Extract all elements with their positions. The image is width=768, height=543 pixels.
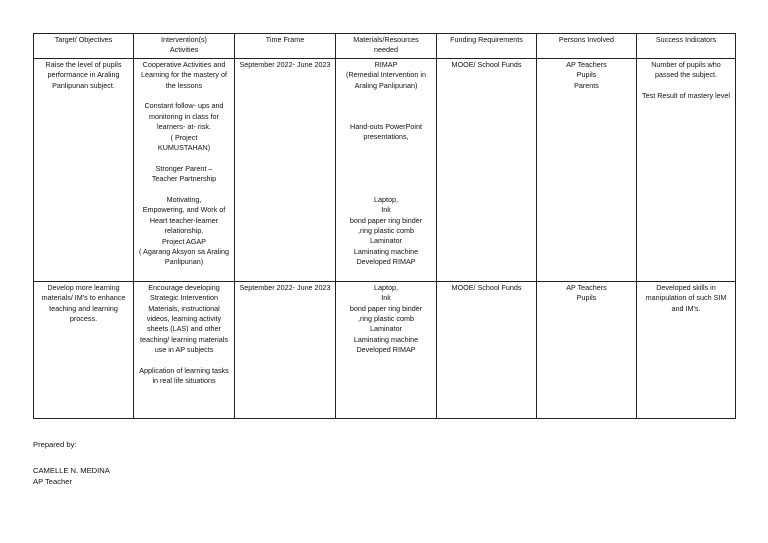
cell-interventions [134, 281, 235, 418]
table-header-row [34, 34, 736, 59]
intervention-item: Constant follow- ups and monitoring in class for learners- at- risk. ( Project KUMUSTAHAN) [144, 101, 224, 153]
material-item: Laptop, Ink bond paper ring binder ,ring plastic comb Laminator Laminating machine Developed RIMAP [349, 282, 423, 355]
cell-materials [336, 281, 437, 418]
indicator-item: Number of pupils who passed the subject. [651, 59, 721, 80]
cell-indicators [637, 58, 736, 281]
action-plan-table [33, 33, 736, 419]
intervention-item: Stronger Parent – Teacher Partnership [151, 163, 217, 184]
cell-time-frame: September 2022- June 2023 [235, 281, 336, 418]
indicator-item: Developed skills in manipulation of such SIM and IM's. [645, 282, 727, 313]
cell-time-frame: September 2022- June 2023 [235, 58, 336, 281]
intervention-item: Encourage developing Strategic Intervention Materials, instructional videos, learning activity sheets (LAS) and other teaching/ learning materials use in AP subjects [140, 282, 228, 355]
cell-persons: AP Teachers Pupils [537, 281, 637, 418]
material-item: Laptop, Ink bond paper ring binder ,ring plastic comb Laminator Laminating machine Developed RIMAP [349, 194, 423, 267]
cell-funding: MOOE/ School Funds [437, 281, 537, 418]
material-item: RIMAP (Remedial Intervention in Araling Panlipunan) [346, 59, 426, 90]
table-row [34, 281, 736, 418]
indicator-item: Test Result of mastery level [642, 91, 730, 101]
intervention-item: Cooperative Activities and Learning for the mastery of the lessons [141, 59, 227, 90]
header-funding: Funding Requirements [437, 34, 537, 59]
cell-indicators [637, 281, 736, 418]
intervention-item: Application of learning tasks in real life situations [139, 366, 229, 386]
cell-materials [336, 58, 437, 281]
header-time-frame: Time Frame [235, 34, 336, 59]
cell-target: Develop more learning materials/ IM's to enhance teaching and learning process. [34, 281, 134, 418]
prepared-by-label: Prepared by: [33, 440, 77, 449]
preparer-role: AP Teacher [33, 477, 72, 486]
header-persons: Persons Involved [537, 34, 637, 59]
cell-funding: MOOE/ School Funds [437, 58, 537, 281]
header-materials: Materials/Resources needed [336, 34, 437, 59]
cell-interventions [134, 58, 235, 281]
preparer-name: CAMELLE N. MEDINA [33, 466, 110, 475]
header-indicators: Success Indicators [637, 34, 736, 59]
header-interventions: Intervention(s) Activities [134, 34, 235, 59]
cell-persons: AP Teachers Pupils Parents [537, 58, 637, 281]
cell-target: Raise the level of pupils performance in Araling Panlipunan subject. [34, 58, 134, 281]
header-target: Target/ Objectives [34, 34, 134, 59]
intervention-item: Motivating, Empowering, and Work of Heart teacher-learner relationship. Project AGAP ( Agarang Aksyon sa Araling Panlipunan) [139, 195, 229, 267]
material-item: Hand-outs PowerPoint presentations, [350, 122, 422, 142]
table-row [34, 58, 736, 281]
